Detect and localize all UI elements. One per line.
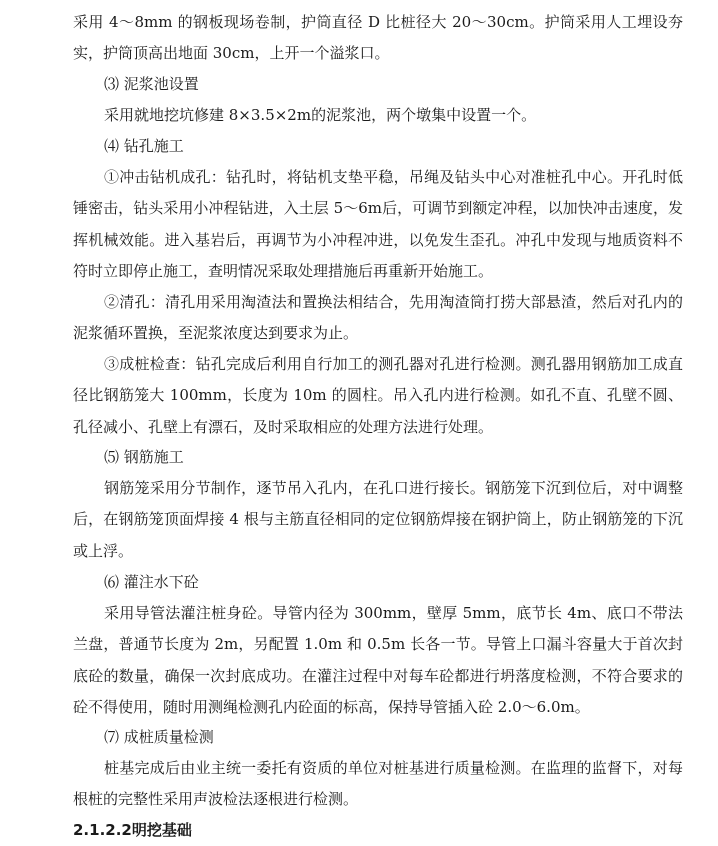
paragraph-mud-pit: 采用就地挖坑修建 8×3.5×2m的泥浆池，两个墩集中设置一个。: [104, 106, 537, 124]
heading-drilling: ⑷ 钻孔施工: [104, 137, 184, 155]
section-heading: 2.1.2.2明挖基础: [73, 821, 192, 839]
heading-mud-pit: ⑶ 泥浆池设置: [104, 75, 199, 93]
heading-quality: ⑺ 成桩质量检测: [104, 728, 214, 746]
paragraph-quality: 桩基完成后由业主统一委托有资质的单位对桩基进行质量检测。在监理的监督下，对每根桩的完整性采用声波检法逐根进行检测。: [73, 759, 683, 809]
heading-rebar: ⑸ 钢筋施工: [104, 448, 184, 466]
paragraph-rebar: 钢筋笼采用分节制作，逐节吊入孔内，在孔口进行接长。钢筋笼下沉到位后，对中调整后，在钢筋笼顶面焊接 4 根与主筋直径相同的定位钢筋焊接在钢护筒上，防止钢筋笼的下沉或上浮。: [73, 479, 683, 560]
paragraph-concrete: 采用导管法灌注桩身砼。导管内径为 300mm，壁厚 5mm，底节长 4m、底口不带法兰盘，普通节长度为 2m，另配置 1.0m 和 0.5m 长各一节。导管上口漏斗容量大于首次封底砼的数量，确保一次封底成功。在灌注过程中对每车砼都进行坍落度检测，不符合要求的砼不得使用，随时用测绳检测孔内砼面的标高，保持导管插入砼 2.0～6.0m。: [73, 604, 683, 716]
paragraph-casing: 采用 4～8mm 的钢板现场卷制，护筒直径 D 比桩径大 20～30cm。护筒采用人工埋设夯实，护筒顶高出地面 30cm，上开一个溢浆口。: [73, 13, 683, 63]
heading-concrete: ⑹ 灌注水下砼: [104, 573, 199, 591]
paragraph-inspection: ③成桩检查：钻孔完成后利用自行加工的测孔器对孔进行检测。测孔器用钢筋加工成直径比钢筋笼大 100mm，长度为 10m 的圆柱。吊入孔内进行检测。如孔不直、孔壁不圆、孔径减小、孔壁上有漂石，及时采取相应的处理方法进行处理。: [73, 355, 683, 436]
paragraph-drilling: ①冲击钻机成孔：钻孔时，将钻机支垫平稳，吊绳及钻头中心对准桩孔中心。开孔时低锤密击，钻头采用小冲程钻进，入土层 5～6m后，可调节到额定冲程，以加快冲击速度，发挥机械效能。进入基岩后，再调节为小冲程冲进，以免发生歪孔。冲孔中发现与地质资料不符时立即停止施工，查明情况采取处理措施后再重新开始施工。: [73, 168, 683, 280]
paragraph-cleaning: ②清孔：清孔用采用淘渣法和置换法相结合，先用淘渣筒打捞大部悬渣，然后对孔内的泥浆循环置换，至泥浆浓度达到要求为止。: [73, 293, 683, 343]
